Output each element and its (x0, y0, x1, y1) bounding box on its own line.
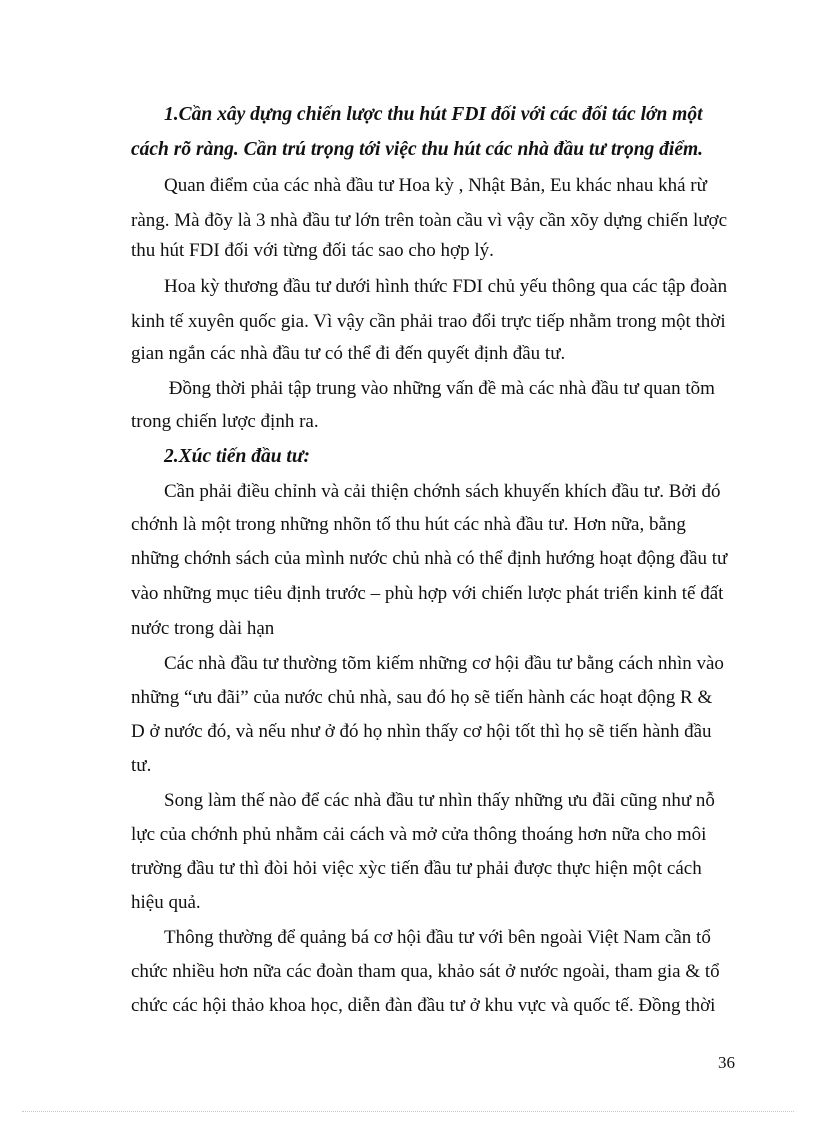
body-line: Các nhà đầu tư thường tõm kiếm những cơ hội đầu tư bằng cách nhìn vào (164, 653, 724, 674)
body-line: vào những mục tiêu định trước – phù hợp với chiến lược phát triển kinh tế đất (131, 583, 724, 604)
body-line: Hoa kỳ thương đầu tư dưới hình thức FDI chủ yếu thông qua các tập đoàn (164, 276, 728, 297)
body-line: Đồng thời phải tập trung vào những vấn đề mà các nhà đầu tư quan tõm (164, 378, 715, 399)
body-line: D ở nước đó, và nếu như ở đó họ nhìn thấy cơ hội tốt thì họ sẽ tiến hành đầu (131, 721, 712, 742)
body-line: chức nhiều hơn nữa các đoàn tham qua, khảo sát ở nước ngoài, tham gia & tổ (131, 961, 720, 982)
page-number: 36 (718, 1053, 735, 1072)
section1-heading-line-1: 1.Cần xây dựng chiến lược thu hút FDI đối với các đối tác lớn một (164, 104, 703, 125)
body-line: tư. (131, 755, 152, 776)
body-line: những chớnh sách của mình nước chủ nhà có thể định hướng hoạt động đầu tư (131, 548, 728, 569)
body-line: Quan điểm của các nhà đầu tư Hoa kỳ , Nhật Bản, Eu khác nhau khá rừ (164, 175, 707, 196)
body-line: những “ưu đãi” của nước chủ nhà, sau đó họ sẽ tiến hành các hoạt động R & (131, 687, 713, 708)
body-line: nước trong dài hạn (131, 618, 275, 639)
body-line: chức các hội thảo khoa học, diễn đàn đầu tư ở khu vực và quốc tế. Đồng thời (131, 995, 716, 1016)
section1-heading-line-2: cách rõ ràng. Cần trú trọng tới việc thu hút các nhà đầu tư trọng điểm. (131, 139, 704, 160)
body-line: thu hút FDI đối với từng đối tác sao cho hợp lý. (131, 240, 494, 261)
body-line: Song làm thế nào để các nhà đầu tư nhìn thấy những ưu đãi cũng như nỗ (164, 790, 715, 811)
body-line: trường đầu tư thì đòi hỏi việc xỳc tiến đầu tư phải được thực hiện một cách (131, 858, 702, 879)
page-bottom-divider (22, 1111, 794, 1112)
body-line: chớnh là một trong những nhõn tố thu hút các nhà đầu tư. Hơn nữa, bằng (131, 514, 686, 535)
body-line: trong chiến lược định ra. (131, 411, 319, 432)
body-line: lực của chớnh phủ nhằm cải cách và mở cửa thông thoáng hơn nữa cho môi (131, 824, 707, 845)
section2-heading: 2.Xúc tiến đầu tư: (164, 446, 311, 467)
body-line: gian ngắn các nhà đầu tư có thể đi đến quyết định đầu tư. (131, 343, 566, 364)
body-line: Thông thường để quảng bá cơ hội đầu tư với bên ngoài Việt Nam cần tổ (164, 927, 711, 948)
body-line: hiệu quả. (131, 892, 201, 913)
body-line: kinh tế xuyên quốc gia. Vì vậy cần phải trao đổi trực tiếp nhằm trong một thời (131, 311, 726, 332)
body-line: ràng. Mà đõy là 3 nhà đầu tư lớn trên toàn cầu vì vậy cần xõy dựng chiến lược (131, 210, 728, 231)
body-line: Cần phải điều chỉnh và cải thiện chớnh sách khuyến khích đầu tư. Bởi đó (164, 481, 721, 502)
